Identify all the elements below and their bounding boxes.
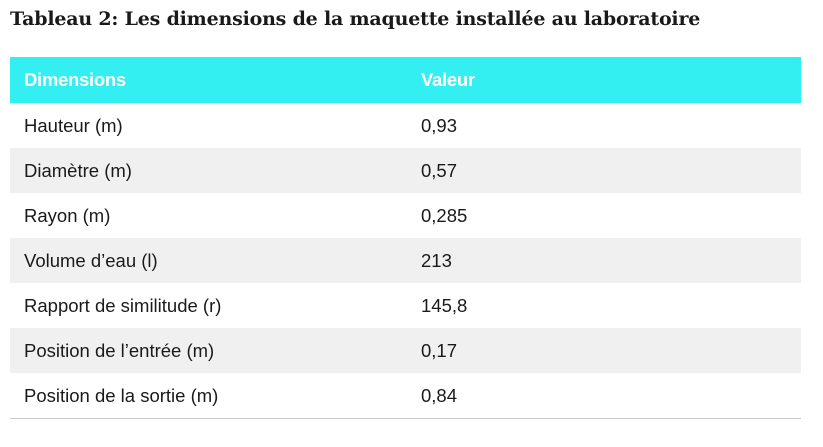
table-row: [10, 148, 801, 193]
row-dimension: Hauteur (m): [24, 114, 123, 136]
row-value: 0,84: [407, 373, 801, 419]
header-valeur: Valeur: [407, 57, 801, 103]
row-dimension: Volume d’eau (l): [10, 238, 407, 283]
row-value: 0,57: [407, 148, 801, 193]
row-dimension: Diamètre (m): [10, 148, 407, 193]
row-dimension: Position de la sortie (m): [10, 373, 407, 419]
row-dimension: Rayon (m): [24, 204, 111, 226]
table-row: [10, 373, 801, 419]
table-row: [10, 328, 801, 373]
table-caption: Tableau 2: Les dimensions de la maquette installée au laboratoire: [10, 8, 701, 30]
row-dimension: Position de l’entrée (m): [10, 328, 407, 373]
row-value: 0,93: [421, 114, 458, 136]
table-row: [10, 238, 801, 283]
row-dimension: Rapport de similitude (r): [24, 294, 222, 316]
row-value: 0,285: [421, 204, 468, 226]
row-value: 213: [407, 238, 801, 283]
row-value: 145,8: [421, 294, 468, 316]
table-row: [10, 193, 801, 238]
table-row: [10, 283, 801, 328]
header-dimensions: Dimensions: [10, 57, 407, 103]
table-row: [10, 103, 801, 148]
dimensions-table: [10, 57, 801, 419]
table-header-row: [10, 57, 801, 103]
row-value: 0,17: [407, 328, 801, 373]
